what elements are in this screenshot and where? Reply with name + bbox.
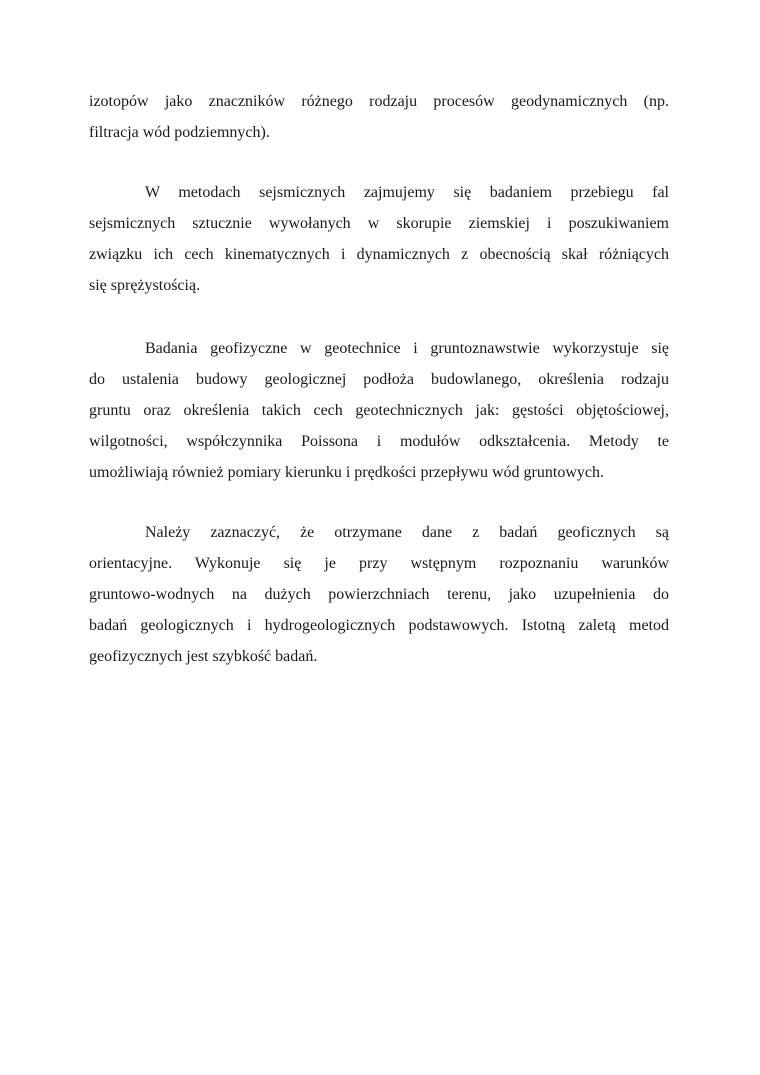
paragraph-line: filtracja wód podziemnych).: [89, 124, 270, 141]
paragraph-3: [89, 333, 669, 488]
paragraph-line: Badania geofizyczne w geotechnice i gruntoznawstwie wykorzystuje się: [145, 340, 669, 357]
paragraph-line: W metodach sejsmicznych zajmujemy się badaniem przebiegu fal: [145, 184, 669, 201]
paragraph-line: geofizycznych jest szybkość badań.: [89, 648, 318, 665]
paragraph-4: [89, 517, 669, 672]
paragraph-2: [89, 177, 669, 301]
paragraph-line: związku ich cech kinematycznych i dynamicznych z obecnością skał różniących: [89, 246, 669, 263]
paragraph-line: wilgotności, współczynnika Poissona i modułów odkształcenia. Metody te: [89, 433, 669, 450]
paragraph-line: izotopów jako znaczników różnego rodzaju procesów geodynamicznych (np.: [89, 93, 669, 110]
paragraph-line: sejsmicznych sztucznie wywołanych w skorupie ziemskiej i poszukiwaniem: [89, 215, 669, 232]
paragraph-line: do ustalenia budowy geologicznej podłoża budowlanego, określenia rodzaju: [89, 371, 669, 388]
paragraph-line: gruntowo-wodnych na dużych powierzchniach terenu, jako uzupełnienia do: [89, 586, 669, 603]
paragraph-line: gruntu oraz określenia takich cech geotechnicznych jak: gęstości objętościowej,: [89, 402, 669, 419]
paragraph-line: Należy zaznaczyć, że otrzymane dane z badań geoficznych są: [145, 524, 669, 541]
paragraph-1: [89, 86, 669, 148]
paragraph-line: umożliwiają również pomiary kierunku i prędkości przepływu wód gruntowych.: [89, 464, 604, 481]
paragraph-line: się sprężystością.: [89, 277, 201, 294]
paragraph-line: orientacyjne. Wykonuje się je przy wstępnym rozpoznaniu warunków: [89, 555, 669, 572]
paragraph-line: badań geologicznych i hydrogeologicznych podstawowych. Istotną zaletą metod: [89, 617, 669, 634]
